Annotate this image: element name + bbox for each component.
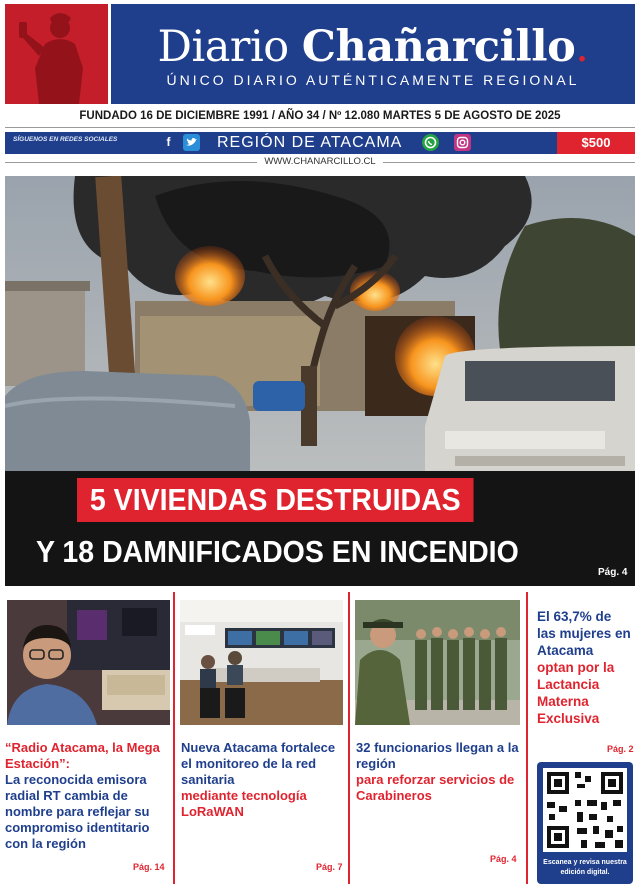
region-title: REGIÓN DE ATACAMA	[217, 134, 403, 151]
story-carabineros-title: 32 funcionarios llegan a la región	[356, 740, 519, 771]
main-headline-line-2[interactable]: Y 18 DAMNIFICADOS EN INCENDIO	[36, 534, 519, 569]
main-headline-line-1[interactable]: 5 VIVIENDAS DESTRUIDAS	[77, 478, 474, 522]
story-nueva-atacama-page: Pág. 7	[316, 862, 343, 872]
fire-scene-image	[5, 176, 635, 586]
story-photo-radio	[7, 600, 170, 725]
story-lactancia-line-2: optan por la Lactancia Materna Exclusiva	[537, 660, 615, 726]
story-radio-title: “Radio Atacama, la Mega Estación”:	[5, 740, 160, 771]
instagram-icon[interactable]	[454, 134, 471, 151]
tagline: ÚNICO DIARIO AUTÉNTICAMENTE REGIONAL	[166, 72, 580, 88]
divider	[5, 127, 635, 128]
story-nueva-atacama-title: Nueva Atacama fortalece el monitoreo de la red sanitaria	[181, 740, 336, 787]
whatsapp-icon[interactable]	[422, 134, 439, 151]
story-carabineros[interactable]	[350, 592, 528, 884]
name-bold: Chañarcillo	[301, 22, 576, 72]
story-carabineros-highlight: para reforzar servicios de Carabineros	[356, 772, 515, 803]
story-radio-page: Pág. 14	[133, 862, 165, 872]
carabineros-image	[355, 600, 520, 725]
main-photo-fire[interactable]	[5, 176, 635, 586]
name-dot: .	[575, 22, 589, 72]
social-label: SÍGUENOS EN REDES SOCIALES	[13, 136, 118, 143]
masthead	[5, 4, 635, 104]
radio-studio-image	[7, 600, 170, 725]
story-photo-carabineros	[355, 600, 520, 725]
qr-code-icon	[537, 762, 633, 858]
twitter-icon[interactable]	[183, 134, 200, 151]
qr-code-box[interactable]	[537, 762, 633, 884]
newspaper-name[interactable]	[111, 22, 635, 72]
story-lactancia-page: Pág. 2	[607, 744, 634, 754]
masthead-title-box	[111, 4, 635, 104]
statue-logo	[5, 4, 108, 104]
website-link[interactable]: WWW.CHANARCILLO.CL	[264, 156, 376, 167]
story-radio-body: La reconocida emisora radial RT cambia de nombre para reflejar su compromiso identitario con la región	[5, 772, 150, 851]
story-radio-atacama[interactable]	[5, 592, 175, 884]
story-photo-control-room	[180, 600, 343, 725]
story-lactancia-line-1: El 63,7% de las mujeres en Atacama	[537, 609, 631, 658]
story-carabineros-page: Pág. 4	[490, 854, 517, 864]
region-bar	[5, 132, 635, 154]
story-nueva-atacama[interactable]	[175, 592, 350, 884]
story-nueva-atacama-highlight: mediante tecnología LoRaWAN	[181, 788, 307, 819]
main-story-page: Pág. 4	[598, 567, 628, 578]
name-light: Diario	[157, 22, 302, 72]
divider	[383, 162, 635, 163]
column-separator	[526, 592, 528, 884]
qr-caption: Escanea y revisa nuestra edición digital.	[543, 859, 627, 876]
price-badge: $500	[557, 132, 635, 154]
statue-silhouette-icon	[5, 4, 108, 104]
control-room-image	[180, 600, 343, 725]
facebook-icon[interactable]: f	[160, 134, 177, 151]
edition-info: FUNDADO 16 DE DICIEMBRE 1991 / AÑO 34 / Nº 12.080 MARTES 5 DE AGOSTO DE 2025	[79, 110, 561, 122]
story-lactancia[interactable]	[537, 608, 632, 727]
